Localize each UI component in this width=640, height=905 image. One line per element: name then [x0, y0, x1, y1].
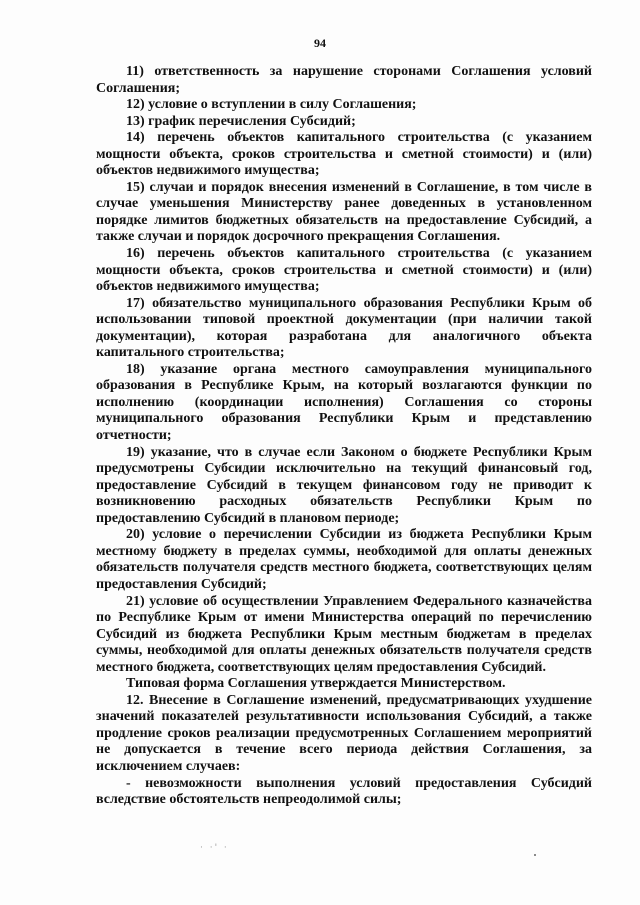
paragraph-item-11: 11) ответственность за нарушение сторонами Соглашения условий Соглашения; — [96, 64, 592, 96]
paragraph-item-13: 13) график перечисления Субсидий; — [126, 113, 356, 129]
paragraph-item-21: 21) условие об осуществлении Управлением Федерального казначейства по Республике Крым от имени Министерства операций по перечислению Субсидий из бюджета Республики Крым местным бюджетам в пределах суммы, необходимой для оплаты денежных обязательств получателя средств местного бюджета, соответствующих целям предоставления Субсидий. — [96, 593, 592, 675]
scan-speck-dot — [534, 854, 536, 856]
paragraph-item-19: 19) указание, что в случае если Законом о бюджете Республики Крым предусмотрены Субсидии исключительно на текущий финансовый год, предоставление Субсидий в текущем финансовом году не приводит к возникновению расходных обязательств Республики Крым по предоставлению Субсидий в плановом периоде; — [96, 444, 592, 526]
paragraph-exception-force-majeure: - невозможности выполнения условий предоставления Субсидий вследствие обстоятельств непреодолимой силы; — [96, 775, 592, 808]
paragraph-item-15: 15) случаи и порядок внесения изменений в Соглашение, в том числе в случае уменьшения Министерству ранее доведенных в установленном порядке лимитов бюджетных обязательств на предоставление Субсидий, а также случаи и порядок досрочного прекращения Соглашения. — [96, 179, 592, 245]
page-number: 94 — [314, 36, 326, 50]
paragraph-item-14: 14) перечень объектов капитального строительства (с указанием мощности объекта, сроков строительства и сметной стоимости) и (или) объектов недвижимого имущества; — [96, 130, 592, 179]
scan-specks: · ·' · — [200, 843, 229, 853]
paragraph-item-18: 18) указание органа местного самоуправления муниципального образования в Республике Крым, на который возлагаются функции по исполнению (координации исполнения) Соглашения со стороны муниципального образования Республики Крым и представлению отчетности; — [96, 361, 592, 444]
paragraph-item-17: 17) обязательство муниципального образования Республики Крым об использовании типовой проектной документации (при наличии такой документации), которая разработана для аналогичного объекта капитального строительства; — [96, 295, 592, 361]
paragraph-template-note: Типовая форма Соглашения утверждается Министерством. — [126, 676, 506, 692]
document-body — [96, 64, 592, 809]
paragraph-item-16: 16) перечень объектов капитального строительства (с указанием мощности объекта, сроков строительства и сметной стоимости) и (или) объектов недвижимого имущества; — [96, 246, 592, 295]
paragraph-item-20: 20) условие о перечислении Субсидии из бюджета Республики Крым местному бюджету в пределах суммы, необходимой для оплаты денежных обязательств получателя средств местного бюджета, соответствующих целям предоставления Субсидий; — [96, 527, 592, 592]
paragraph-clause-12: 12. Внесение в Соглашение изменений, предусматривающих ухудшение значений показателей результативности использования Субсидий, а также продление сроков реализации предусмотренных Соглашением мероприятий не допускается в течение всего периода действия Соглашения, за исключением случаев: — [96, 692, 592, 774]
paragraph-item-12: 12) условие о вступлении в силу Соглашения; — [126, 97, 417, 113]
